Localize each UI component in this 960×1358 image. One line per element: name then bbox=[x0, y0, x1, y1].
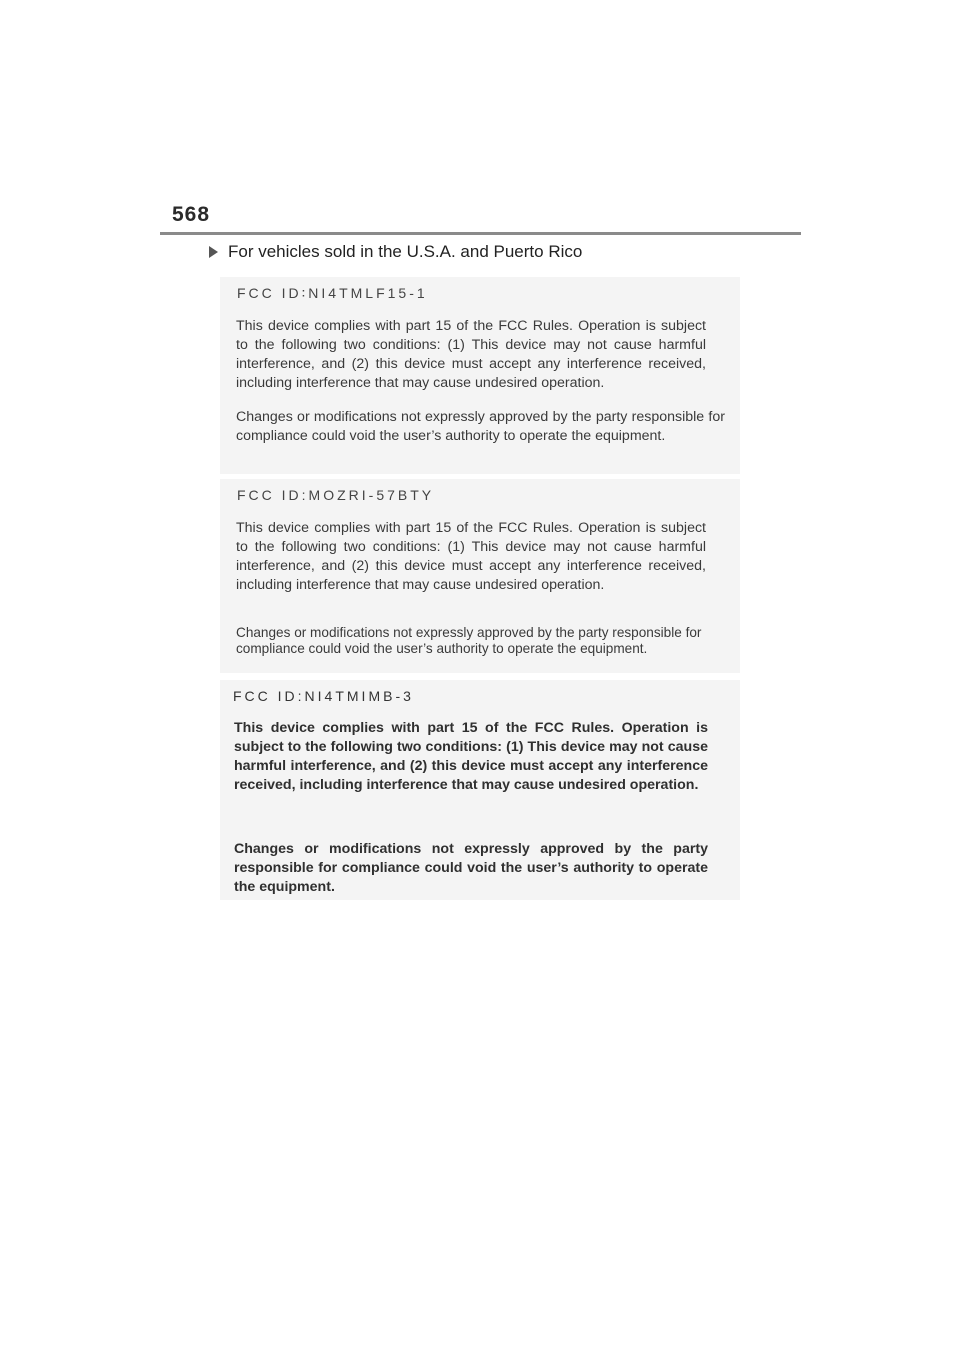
fcc-id-label: FCC ID∶NI4TMLF15-1 bbox=[237, 285, 428, 301]
fcc-block-2 bbox=[220, 479, 740, 673]
changes-text: Changes or modifications not expressly approved by the party responsible for compliance could void the user’s authority to operate the equipment. bbox=[234, 841, 708, 895]
page-number: 568 bbox=[172, 203, 211, 226]
compliance-text: This device complies with part 15 of the FCC Rules. Operation is subject to the following two conditions: (1) This device may not cause harmful interference, and (2) this device must accept any interference received, including interference that may cause undesired operation. bbox=[236, 318, 706, 391]
changes-text: Changes or modifications not expressly approved by the party responsible for compliance could void the user’s authority to operate the equipment. bbox=[236, 409, 725, 444]
fcc-id-label: FCC ID:NI4TMIMB-3 bbox=[233, 688, 414, 704]
section-heading bbox=[209, 242, 582, 262]
triangle-bullet-icon bbox=[209, 246, 218, 258]
compliance-text: This device complies with part 15 of the FCC Rules. Operation is subject to the following two conditions: (1) This device may not cause harmful interference, and (2) this device must accept any interference received, including interference that may cause undesired operation. bbox=[236, 520, 706, 593]
changes-text: Changes or modifications not expressly approved by the party responsible for compliance could void the user’s authority to operate the equipment. bbox=[236, 625, 702, 656]
compliance-text: This device complies with part 15 of the FCC Rules. Operation is subject to the following two conditions: (1) This device may not cause harmful interference, and (2) this device must accept any interference received, including interference that may cause undesired operation. bbox=[234, 720, 708, 793]
fcc-block-3 bbox=[220, 680, 740, 900]
fcc-id-label: FCC ID:MOZRI-57BTY bbox=[237, 487, 435, 503]
header-rule bbox=[160, 232, 801, 235]
section-heading-text: For vehicles sold in the U.S.A. and Puerto Rico bbox=[228, 242, 583, 261]
fcc-block-1 bbox=[220, 277, 740, 474]
